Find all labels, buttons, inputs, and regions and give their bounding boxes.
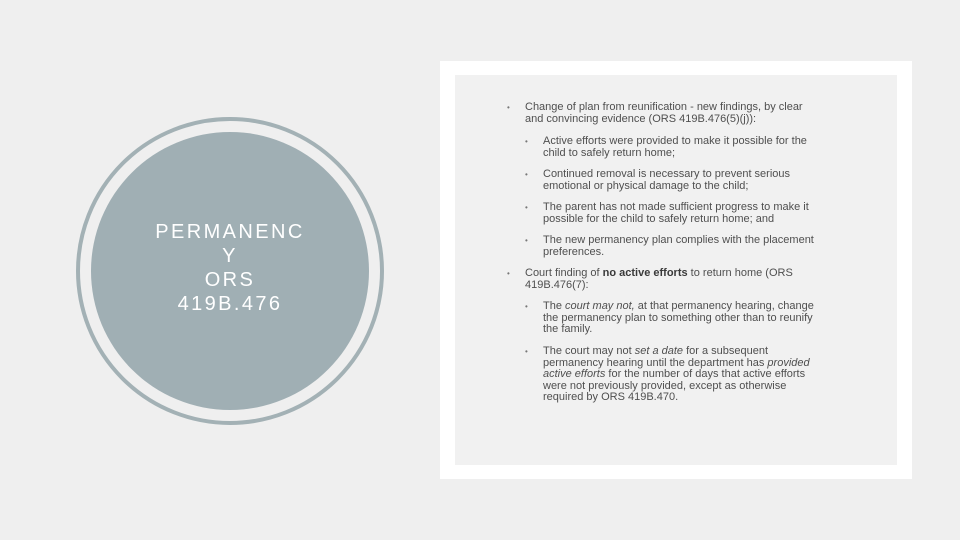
text-run: for a subsequent permanency hearing until the department has [543, 345, 769, 369]
sub-bullet-text: Continued removal is necessary to prevent serious emotional or physical damage to the child; [543, 168, 791, 192]
emphasis-italic: provided active efforts [543, 356, 810, 380]
bullet-marker: • [525, 302, 528, 311]
sub-bullet-text [543, 301, 819, 336]
emphasis-italic: set a date [634, 345, 684, 357]
bullet-marker: • [525, 137, 528, 146]
sub-bullet-item [525, 301, 825, 336]
text-run: for the number of days that active efforts were not previously provided, except as otherwise required by ORS 419B.470. [543, 368, 806, 403]
bullet-marker: • [525, 236, 528, 245]
bullet-item [507, 102, 807, 125]
title-line: ORS [204, 269, 256, 291]
sub-bullet-item [525, 202, 825, 225]
text-run: to return home (ORS 419B.476(7): [525, 267, 793, 291]
bullet-item [507, 268, 807, 291]
title-line: PERMANENC [155, 221, 305, 243]
sub-bullet-item [525, 169, 825, 192]
sub-bullet-text [543, 346, 819, 404]
bullet-marker: • [507, 103, 510, 112]
bullet-text: Change of plan from reunification - new findings, by clear and convincing evidence (ORS 419B.476(5)(j)): [525, 101, 803, 125]
emphasis-italic: court may not, [565, 300, 635, 312]
text-run: Court finding of [525, 267, 603, 279]
sub-bullet-text: The parent has not made sufficient progress to make it possible for the child to safely return home; and [543, 201, 809, 225]
text-run: The [543, 300, 566, 312]
bullet-marker: • [525, 203, 528, 212]
sub-bullet-item [525, 346, 825, 404]
bullet-marker: • [525, 347, 528, 356]
sub-bullet-item [525, 136, 825, 159]
sub-bullet-text: The new permanency plan complies with the placement preferences. [543, 234, 814, 258]
slide-title [130, 220, 330, 316]
bullet-marker: • [507, 269, 510, 278]
bullet-marker: • [525, 170, 528, 179]
emphasis-bold: no active efforts [602, 267, 688, 279]
title-line: Y [222, 245, 238, 267]
text-run: The court may not [543, 345, 635, 357]
title-line: 419B.476 [177, 293, 283, 315]
text-run: at that permanency hearing, change the permanency plan to something other than to reunify the family. [543, 300, 814, 335]
sub-bullet-text: Active efforts were provided to make it possible for the child to safely return home; [543, 135, 807, 159]
sub-bullet-item [525, 235, 825, 258]
bullet-list [455, 75, 897, 465]
bullet-text [525, 268, 807, 291]
